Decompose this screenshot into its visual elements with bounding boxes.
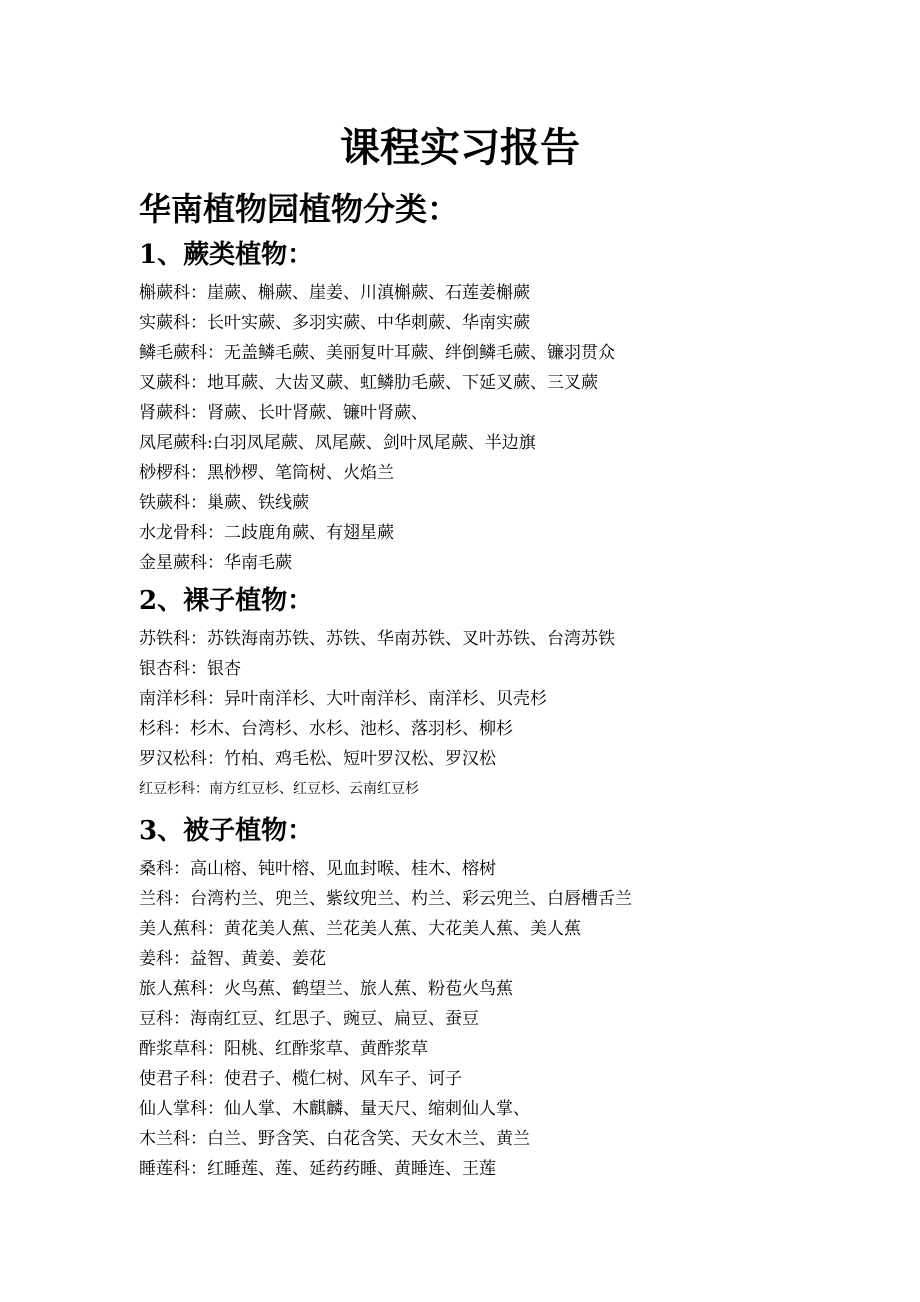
list-item: 豆科：海南红豆、红思子、豌豆、扁豆、蚕豆 bbox=[139, 1009, 479, 1029]
list-item: 仙人掌科：仙人掌、木麒麟、量天尺、缩刺仙人掌、 bbox=[139, 1099, 530, 1119]
list-item: 杉科：杉木、台湾杉、水杉、池杉、落羽杉、柳杉 bbox=[139, 719, 513, 739]
list-item: 使君子科：使君子、榄仁树、风车子、诃子 bbox=[139, 1069, 462, 1089]
list-item: 红豆杉科：南方红豆杉、红豆杉、云南红豆杉 bbox=[139, 781, 419, 797]
list-item: 桑科：高山榕、钝叶榕、见血封喉、桂木、榕树 bbox=[139, 859, 496, 879]
classification-content bbox=[139, 232, 899, 1184]
list-item: 酢浆草科：阳桃、红酢浆草、黄酢浆草 bbox=[139, 1039, 428, 1059]
list-item: 桫椤科：黑桫椤、笔筒树、火焰兰 bbox=[139, 463, 394, 483]
list-item: 苏铁科：苏铁海南苏铁、苏铁、华南苏铁、叉叶苏铁、台湾苏铁 bbox=[139, 629, 615, 649]
list-item: 南洋杉科：异叶南洋杉、大叶南洋杉、南洋杉、贝壳杉 bbox=[139, 689, 547, 709]
list-item: 水龙骨科：二歧鹿角蕨、有翅星蕨 bbox=[139, 523, 394, 543]
list-item: 罗汉松科：竹柏、鸡毛松、短叶罗汉松、罗汉松 bbox=[139, 749, 496, 769]
list-item: 肾蕨科：肾蕨、长叶肾蕨、镰叶肾蕨、 bbox=[139, 403, 428, 423]
list-item: 美人蕉科：黄花美人蕉、兰花美人蕉、大花美人蕉、美人蕉 bbox=[139, 919, 581, 939]
report-subtitle: 华南植物园植物分类： bbox=[139, 190, 460, 228]
report-title: 课程实习报告 bbox=[340, 125, 580, 171]
list-item: 铁蕨科：巢蕨、铁线蕨 bbox=[139, 493, 309, 513]
list-item: 叉蕨科：地耳蕨、大齿叉蕨、虹鳞肋毛蕨、下延叉蕨、三叉蕨 bbox=[139, 373, 598, 393]
list-item: 兰科：台湾杓兰、兜兰、紫纹兜兰、杓兰、彩云兜兰、白唇槽舌兰 bbox=[139, 889, 632, 909]
list-item: 木兰科：白兰、野含笑、白花含笑、天女木兰、黄兰 bbox=[139, 1129, 530, 1149]
list-item: 金星蕨科：华南毛蕨 bbox=[139, 553, 292, 573]
list-item: 实蕨科：长叶实蕨、多羽实蕨、中华刺蕨、华南实蕨 bbox=[139, 313, 530, 333]
list-item: 鳞毛蕨科：无盖鳞毛蕨、美丽复叶耳蕨、绊倒鳞毛蕨、镰羽贯众 bbox=[139, 343, 615, 363]
list-item: 槲蕨科：崖蕨、槲蕨、崖姜、川滇槲蕨、石莲姜槲蕨 bbox=[139, 283, 530, 303]
section-heading-angiosperms: 3、被子植物： bbox=[139, 816, 314, 846]
section-heading-ferns: 1、蕨类植物： bbox=[139, 240, 314, 270]
list-item: 银杏科：银杏 bbox=[139, 659, 241, 679]
list-item: 旅人蕉科：火鸟蕉、鹤望兰、旅人蕉、粉苞火鸟蕉 bbox=[139, 979, 513, 999]
list-item: 凤尾蕨科:白羽凤尾蕨、凤尾蕨、剑叶凤尾蕨、半边旗 bbox=[139, 433, 536, 453]
list-item: 姜科：益智、黄姜、姜花 bbox=[139, 949, 326, 969]
section-heading-gymnosperms: 2、裸子植物： bbox=[139, 586, 314, 616]
list-item: 睡莲科：红睡莲、莲、延药药睡、黄睡连、王莲 bbox=[139, 1159, 496, 1179]
